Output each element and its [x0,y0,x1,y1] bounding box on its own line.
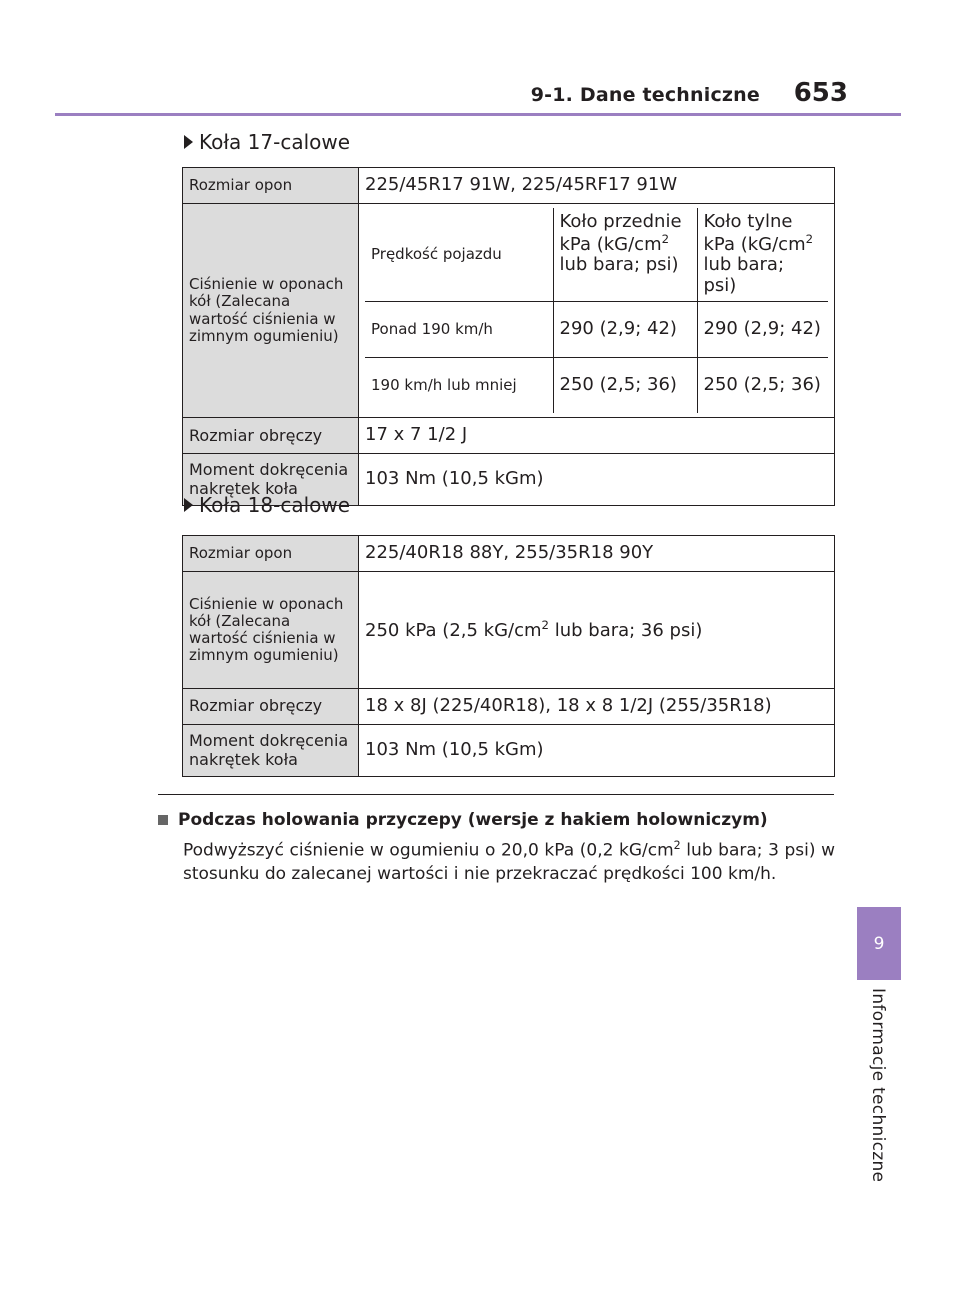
note-heading-text: Podczas holowania przyczepy (wersje z hakiem holowniczym) [178,810,768,830]
torque-label: Moment dokręcenia nakrętek koła [183,454,359,506]
pressure-label: Ciśnienie w oponach kół (Zalecana wartość ciśnienia w zimnym ogumieniu) [183,572,359,689]
table-row [183,689,835,725]
tire-size-value: 225/45R17 91W, 225/45RF17 91W [359,168,835,204]
triangle-bullet-icon [184,498,193,512]
spec-table-18 [182,535,835,777]
table-row [365,357,828,413]
tire-size-label: Rozmiar opon [183,168,359,204]
chapter-number: 9 [873,933,885,954]
note-body: Podwyższyć ciśnienie w ogumieniu o 20,0 kPa (0,2 $kG/cm^2$ lub bara; 3 psi) w stosunku do zalecanej wartości i nie przekraczać prędkości 100 km/h. [183,839,835,885]
speed-cell: 190 km/h lub mniej [365,357,553,413]
subsection-heading-17 [184,130,350,154]
torque-value: 103 Nm (10,5 kGm) [359,725,835,777]
speed-cell: Ponad 190 km/h [365,301,553,357]
rear-pressure-cell: 290 (2,9; 42) [697,301,828,357]
front-pressure-cell: 290 (2,9; 42) [553,301,697,357]
pressure-value: 250 kPa (2,5 $kG/cm^2$ lub bara; 36 psi) [359,572,835,689]
pressure-subtable [365,208,828,413]
rim-size-value: 17 x 7 1/2 J [359,418,835,454]
tire-size-label: Rozmiar opon [183,536,359,572]
header-divider [55,113,901,116]
page-header [0,0,960,120]
table-row [183,572,835,689]
table-row [183,204,835,418]
torque-label: Moment dokręcenia nakrętek koła [183,725,359,777]
subsection-title: Koła 17-calowe [199,130,351,154]
pressure-label: Ciśnienie w oponach kół (Zalecana wartość ciśnienia w zimnym ogumieniu) [183,204,359,418]
chapter-tab[interactable] [857,907,901,980]
page-number: 653 [793,78,848,108]
subsection-heading-18 [184,493,350,517]
table-row [183,168,835,204]
triangle-bullet-icon [184,135,193,149]
section-title: 9-1. Dane techniczne [530,84,760,106]
torque-value: 103 Nm (10,5 kGm) [359,454,835,506]
chapter-label: Informacje techniczne [868,988,888,1183]
rim-size-label: Rozmiar obręczy [183,418,359,454]
speed-header: Prędkość pojazdu [371,244,502,263]
front-header: Koło przednie kPa ($kG/cm^2$ lub bara; psi) [553,208,697,301]
note-divider [158,794,834,795]
table-row [365,301,828,357]
subsection-title: Koła 18-calowe [199,493,351,517]
rim-size-value: 18 x 8J (225/40R18), 18 x 8 1/2J (255/35R18) [359,689,835,725]
rear-pressure-cell: 250 (2,5; 36) [697,357,828,413]
rear-header: Koło tylne kPa ($kG/cm^2$ lub bara; psi) [697,208,828,301]
front-pressure-cell: 250 (2,5; 36) [553,357,697,413]
table-row [183,418,835,454]
table-row [365,208,828,301]
table-row [183,725,835,777]
square-bullet-icon [158,815,168,825]
spec-table-17 [182,167,835,506]
table-row [183,536,835,572]
note-heading [158,810,768,830]
tire-size-value: 225/40R18 88Y, 255/35R18 90Y [359,536,835,572]
rim-size-label: Rozmiar obręczy [183,689,359,725]
pressure-subtable-cell [359,204,835,418]
